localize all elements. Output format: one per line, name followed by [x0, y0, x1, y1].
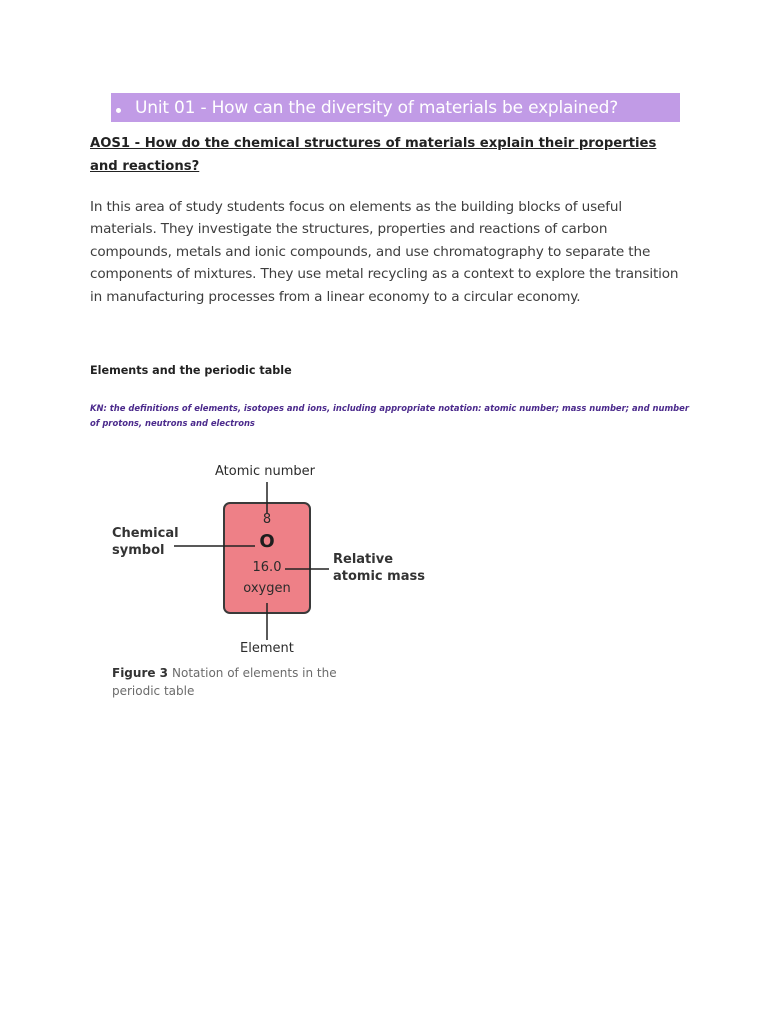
aos-heading: AOS1 - How do the chemical structures of materials explain their properties and reactions?	[90, 136, 657, 174]
tile-atomic-mass: 16.0	[252, 560, 282, 575]
tile-symbol: O	[259, 531, 275, 552]
unit-title: Unit 01 - How can the diversity of materials be explained?	[135, 97, 619, 118]
figure-caption-text: Notation of elements in the periodic table	[112, 666, 337, 698]
tile-atomic-number: 8	[262, 512, 272, 527]
element-notation-figure	[100, 455, 440, 705]
figure-caption	[112, 664, 372, 700]
figure-caption-label: Figure 3	[112, 666, 169, 680]
unit-banner	[111, 93, 680, 122]
relative-atomic-mass-label: Relative atomic mass	[333, 552, 425, 584]
bullet-icon	[116, 108, 121, 113]
kn-note: KN: the definitions of elements, isotopes and ions, including appropriate notation: atomic number; mass number; and number of protons, neutrons and electrons	[90, 403, 689, 428]
tile-element-name: oxygen	[243, 581, 291, 596]
chemical-symbol-label: Chemical symbol	[112, 526, 179, 558]
atomic-number-label: Atomic number	[215, 464, 316, 479]
section-heading: Elements and the periodic table	[90, 364, 292, 377]
intro-paragraph: In this area of study students focus on elements as the building blocks of useful materials. They investigate the structures, properties and reactions of carbon compounds, metals and ionic compounds, and use chromatography to separate the components of mixtures. They use metal recycling as a context to explore the transition in manufacturing processes from a linear economy to a circular economy.	[90, 199, 679, 305]
element-label: Element	[240, 641, 294, 656]
